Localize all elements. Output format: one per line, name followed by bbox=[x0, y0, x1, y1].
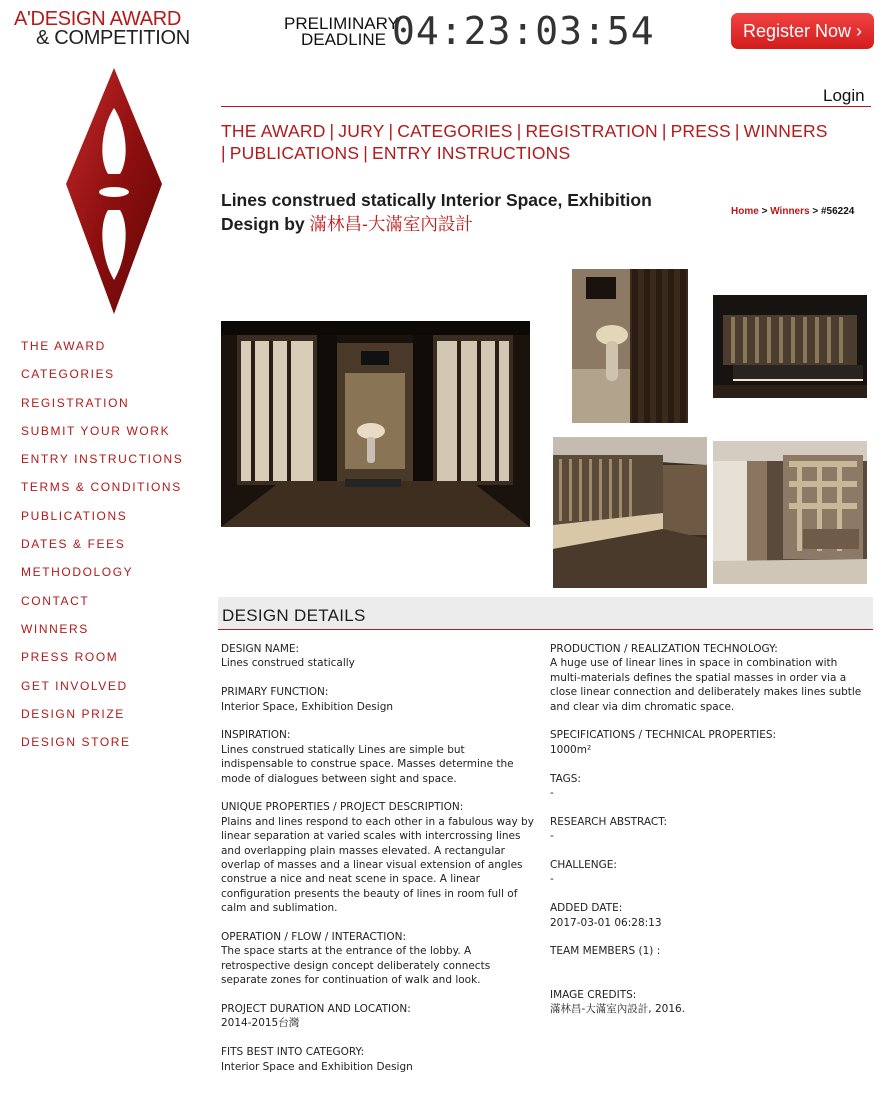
design-details-header bbox=[218, 597, 873, 630]
detail-production-technology bbox=[550, 642, 868, 714]
detail-inspiration bbox=[221, 728, 539, 786]
detail-value: - bbox=[550, 830, 554, 843]
detail-value: 1000m² bbox=[550, 743, 592, 756]
detail-label: INSPIRATION: bbox=[221, 729, 291, 742]
design-image-3[interactable] bbox=[713, 295, 867, 398]
logo-line-1: A'DESIGN AWARD bbox=[14, 8, 182, 30]
detail-primary-function bbox=[221, 685, 539, 714]
register-now-button[interactable]: Register Now › bbox=[731, 13, 874, 49]
detail-value: Interior Space and Exhibition Design bbox=[221, 1060, 413, 1073]
design-image-5[interactable] bbox=[713, 441, 867, 584]
detail-unique-properties bbox=[221, 800, 539, 915]
detail-label: PRODUCTION / REALIZATION TECHNOLOGY: bbox=[550, 643, 778, 655]
sidebar-item-submit-your-work[interactable]: SUBMIT YOUR WORK bbox=[21, 423, 171, 438]
topnav-press[interactable]: PRESS bbox=[670, 121, 731, 141]
detail-label: OPERATION / FLOW / INTERACTION: bbox=[221, 931, 407, 944]
details-left-column bbox=[221, 642, 539, 1088]
detail-value: Interior Space, Exhibition Design bbox=[221, 700, 394, 713]
design-image-2[interactable] bbox=[572, 269, 688, 423]
breadcrumb-home[interactable]: Home bbox=[731, 206, 759, 217]
detail-research-abstract bbox=[550, 815, 868, 844]
detail-label: RESEARCH ABSTRACT: bbox=[550, 815, 668, 828]
sidebar-item-categories[interactable]: CATEGORIES bbox=[21, 367, 115, 382]
sidebar-item-terms-conditions[interactable]: TERMS & CONDITIONS bbox=[21, 480, 182, 495]
sidebar-item-dates-fees[interactable]: DATES & FEES bbox=[21, 537, 126, 552]
main-design-image[interactable] bbox=[221, 321, 530, 527]
detail-value: Lines construed statically Lines are simple but indispensable to construe space. Masses determine the mode of dialogues between sight and space. bbox=[221, 743, 514, 785]
topnav-publications[interactable]: PUBLICATIONS bbox=[229, 143, 360, 163]
detail-label: SPECIFICATIONS / TECHNICAL PROPERTIES: bbox=[550, 729, 777, 742]
topnav-entry-instructions[interactable]: ENTRY INSTRUCTIONS bbox=[371, 143, 571, 163]
sidebar-item-publications[interactable]: PUBLICATIONS bbox=[21, 508, 128, 523]
detail-project-duration bbox=[221, 1002, 539, 1031]
detail-label: IMAGE CREDITS: bbox=[550, 988, 637, 1001]
detail-added-date bbox=[550, 901, 868, 930]
detail-value: Lines construed statically bbox=[221, 657, 355, 670]
detail-value: 2014-2015台灣 bbox=[221, 1017, 300, 1030]
topnav-winners[interactable]: WINNERS bbox=[743, 121, 828, 141]
deadline-label-line-1: PRELIMINARY bbox=[284, 14, 399, 33]
site-logo[interactable] bbox=[14, 10, 190, 48]
detail-design-name bbox=[221, 642, 539, 671]
sidebar-item-contact[interactable]: CONTACT bbox=[21, 593, 90, 608]
detail-label: TAGS: bbox=[550, 772, 581, 785]
sidebar-item-press-room[interactable]: PRESS ROOM bbox=[21, 650, 119, 665]
detail-value: 2017-03-01 06:28:13 bbox=[550, 916, 662, 929]
sidebar-item-design-prize[interactable]: DESIGN PRIZE bbox=[21, 706, 125, 721]
deadline-label bbox=[284, 14, 399, 49]
detail-value: - bbox=[550, 873, 554, 886]
detail-label: CHALLENGE: bbox=[550, 859, 617, 872]
detail-value: - bbox=[550, 787, 554, 800]
countdown-timer: 04:23:03:54 bbox=[392, 9, 655, 53]
detail-tags bbox=[550, 772, 868, 801]
detail-label: FITS BEST INTO CATEGORY: bbox=[221, 1046, 365, 1059]
logo-line-2: & COMPETITION bbox=[36, 27, 190, 49]
topnav-jury[interactable]: JURY bbox=[338, 121, 385, 141]
detail-value: 滿林昌-大滿室內設計, 2016. bbox=[550, 1003, 686, 1016]
details-right-column bbox=[550, 642, 868, 1031]
detail-label: PRIMARY FUNCTION: bbox=[221, 686, 329, 699]
sidebar-item-winners[interactable]: WINNERS bbox=[21, 621, 89, 636]
sidebar-item-get-involved[interactable]: GET INVOLVED bbox=[21, 678, 128, 693]
detail-label: DESIGN NAME: bbox=[221, 643, 300, 655]
detail-label: ADDED DATE: bbox=[550, 902, 623, 915]
sidebar-item-the-award[interactable]: THE AWARD bbox=[21, 339, 106, 353]
breadcrumb-separator: > bbox=[758, 206, 771, 217]
breadcrumb-entry-id: #56224 bbox=[820, 206, 855, 217]
sidebar-navigation bbox=[21, 338, 183, 762]
topnav-the-award[interactable]: THE AWARD bbox=[221, 121, 326, 141]
page-title-text: Lines construed statically Interior Space, Exhibition Design by bbox=[221, 190, 652, 234]
detail-value: The space starts at the entrance of the lobby. A retrospective design concept deliberately connects separate zones for continuation of walk and look. bbox=[221, 945, 491, 987]
sidebar-item-methodology[interactable]: METHODOLOGY bbox=[21, 565, 134, 580]
detail-specifications bbox=[550, 728, 868, 757]
detail-image-credits bbox=[550, 988, 868, 1017]
breadcrumb-separator: > bbox=[809, 206, 821, 217]
detail-label: UNIQUE PROPERTIES / PROJECT DESCRIPTION: bbox=[221, 801, 464, 814]
detail-label: TEAM MEMBERS (1) : bbox=[550, 945, 661, 958]
topnav-registration[interactable]: REGISTRATION bbox=[525, 121, 658, 141]
top-divider bbox=[221, 106, 871, 107]
design-award-trophy-logo bbox=[64, 66, 164, 316]
detail-challenge bbox=[550, 858, 868, 887]
sidebar-item-registration[interactable]: REGISTRATION bbox=[21, 395, 130, 410]
breadcrumb-winners[interactable]: Winners bbox=[770, 206, 810, 217]
detail-category bbox=[221, 1045, 539, 1074]
design-details-heading: DESIGN DETAILS bbox=[222, 606, 366, 625]
detail-value: A huge use of linear lines in space in combination with multi-materials defines the spatial masses in order via a close linear connection and deliberately makes lines subtle and clear via dim chromatic space. bbox=[550, 657, 862, 713]
detail-team-members bbox=[550, 944, 868, 958]
detail-operation-flow bbox=[221, 930, 539, 988]
design-image-4[interactable] bbox=[553, 437, 707, 588]
top-navigation: THE AWARD | JURY | CATEGORIES | REGISTRATION | PRESS | WINNERS | PUBLICATIONS | ENTRY INSTRUCTIONS bbox=[221, 121, 828, 163]
sidebar-item-entry-instructions[interactable]: ENTRY INSTRUCTIONS bbox=[21, 452, 184, 467]
detail-label: PROJECT DURATION AND LOCATION: bbox=[221, 1003, 411, 1016]
login-link[interactable]: Login bbox=[823, 86, 865, 105]
breadcrumb bbox=[731, 206, 854, 217]
detail-value: Plains and lines respond to each other in a fabulous way by linear separation at varied scales with intercrossing lines and overlapping plain masses elevated. A rectangular overlap of masses and a linear visual extension of angles construe a nice and neat scene in space. A linear configuration presents the beauty of lines in room full of calm and sublimation. bbox=[221, 815, 534, 915]
topnav-categories[interactable]: CATEGORIES bbox=[397, 121, 513, 141]
page-title bbox=[221, 188, 661, 236]
sidebar-item-design-store[interactable]: DESIGN STORE bbox=[21, 735, 131, 750]
designer-link[interactable]: 滿林昌-大滿室內設計 bbox=[309, 214, 473, 234]
deadline-label-line-2: DEADLINE bbox=[300, 30, 386, 49]
